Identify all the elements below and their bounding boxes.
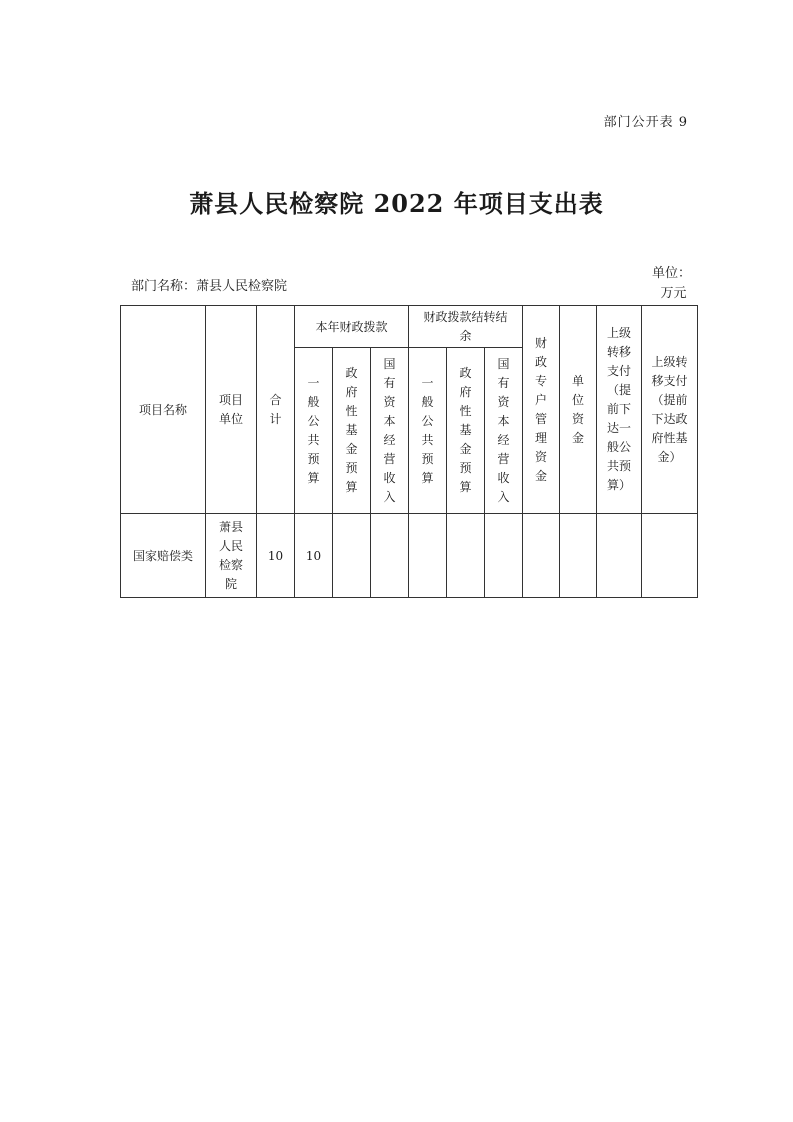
text-line: 转移 [607, 345, 632, 359]
text-line: 预 [459, 461, 472, 475]
header-carryover-state-capital-income [485, 348, 523, 514]
page-title: 萧县人民检察院 2022 年项目支出表 [189, 189, 604, 218]
text-line: 下达政 [651, 411, 688, 426]
cell-project-name: 国家赔偿类 [121, 514, 206, 598]
text-line: 金） [657, 449, 682, 464]
text-line: 算） [607, 478, 632, 492]
text-line: 预 [307, 451, 320, 466]
text-line: 金 [572, 430, 585, 445]
text-line: 户 [535, 392, 548, 407]
unit-label [652, 264, 691, 304]
text-line: 专 [535, 373, 548, 388]
header-carryover-gov-fund-budget [447, 348, 485, 514]
cell-transfer-gov-fund [642, 514, 698, 598]
text-line: 管 [535, 411, 548, 426]
text-line: 资 [497, 394, 510, 409]
text-line: 营 [383, 451, 396, 466]
header-unit-funds [560, 306, 597, 514]
text-line: 单 [572, 373, 585, 388]
header-carryover [409, 306, 523, 348]
header-current-year-allocation: 本年财政拨款 [295, 306, 409, 348]
header-transfer-gov-fund [642, 306, 698, 514]
text-line: 收 [497, 470, 510, 485]
cell-unit-funds [560, 514, 597, 598]
text-line: 萧县 [218, 519, 243, 534]
text-line: 移支付 [651, 373, 688, 388]
text-line: 国 [383, 356, 396, 371]
text-line: （提 [607, 383, 632, 397]
text-line: 政 [535, 354, 548, 369]
text-line: 余 [459, 328, 472, 343]
header-state-capital-income [371, 348, 409, 514]
text-line: 入 [383, 489, 396, 504]
text-line: 一 [421, 375, 434, 390]
text-line: 公 [307, 413, 320, 428]
cell-carryover-state-capital [485, 514, 523, 598]
text-line: 般公 [607, 440, 632, 454]
text-line: 公 [421, 413, 434, 428]
text-line: 位 [572, 392, 585, 407]
text-line: 资 [572, 411, 585, 426]
text-line: （提前 [651, 392, 688, 407]
text-line: 算 [307, 470, 320, 485]
text-line: 金 [459, 442, 472, 456]
text-line: 共预 [607, 459, 632, 473]
header-general-budget [295, 348, 333, 514]
header-special-account-funds [523, 306, 560, 514]
text-line: 经 [497, 432, 510, 447]
cell-project-unit [206, 514, 257, 598]
text-line: 检察 [218, 557, 243, 572]
text-line: 府性基 [651, 430, 688, 445]
text-line: 财政拨款结转结 [423, 309, 508, 324]
text-line: 般 [307, 394, 320, 409]
text-line: 前下 [607, 402, 632, 416]
text-line: 财 [535, 335, 548, 350]
header-total [257, 306, 295, 514]
text-line: 资 [383, 394, 396, 409]
project-expenditure-table [120, 305, 698, 598]
header-transfer-general [597, 306, 642, 514]
text-line: 一 [307, 375, 320, 390]
text-line: 入 [497, 489, 510, 504]
text-line: 收 [383, 470, 396, 485]
text-line: 金 [535, 468, 548, 483]
unit-label-line2: 万元 [660, 286, 687, 301]
cell-carryover-general [409, 514, 447, 598]
text-line: 性 [459, 404, 472, 418]
text-line: 理 [535, 430, 548, 445]
header-gov-fund-budget [333, 348, 371, 514]
text-line: 府 [459, 385, 472, 399]
text-line: 算 [345, 480, 358, 494]
unit-label-line1: 单位： [652, 266, 692, 281]
text-line: 合 [269, 392, 282, 407]
cell-transfer-general [597, 514, 642, 598]
cell-total: 10 [257, 514, 295, 598]
department-label: 部门名称：萧县人民检察院 [131, 279, 288, 294]
text-line: 性 [345, 404, 358, 418]
text-line: 经 [383, 432, 396, 447]
cell-special-account [523, 514, 560, 598]
text-line: 基 [459, 423, 472, 437]
text-line: 支付 [607, 364, 632, 378]
table-row [121, 514, 698, 598]
text-line: 般 [421, 394, 434, 409]
header-carryover-general-budget [409, 348, 447, 514]
text-line: 基 [345, 423, 358, 437]
cell-general-budget: 10 [295, 514, 333, 598]
text-line: 算 [421, 470, 434, 485]
text-line: 单位 [218, 411, 243, 426]
text-line: 预 [421, 451, 434, 466]
text-line: 共 [307, 432, 320, 447]
text-line: 项目 [218, 392, 243, 407]
text-line: 预 [345, 461, 358, 475]
text-line: 院 [224, 576, 237, 591]
text-line: 政 [459, 366, 472, 380]
text-line: 人民 [218, 538, 243, 553]
text-line: 本 [497, 413, 510, 428]
cell-state-capital [371, 514, 409, 598]
text-line: 资 [535, 449, 548, 464]
text-line: 有 [497, 375, 510, 390]
text-line: 府 [345, 385, 358, 399]
header-project-name: 项目名称 [121, 306, 206, 514]
text-line: 营 [497, 451, 510, 466]
text-line: 上级 [607, 326, 632, 340]
text-line: 达一 [607, 421, 632, 435]
header-row-1 [121, 306, 698, 348]
doc-number: 部门公开表 9 [603, 115, 688, 130]
text-line: 算 [459, 480, 472, 494]
text-line: 金 [345, 442, 358, 456]
cell-gov-fund [333, 514, 371, 598]
text-line: 共 [421, 432, 434, 447]
header-project-unit [206, 306, 257, 514]
text-line: 上级转 [651, 354, 688, 369]
text-line: 国 [497, 356, 510, 371]
text-line: 计 [269, 411, 282, 426]
text-line: 有 [383, 375, 396, 390]
text-line: 政 [345, 366, 358, 380]
text-line: 本 [383, 413, 396, 428]
cell-carryover-gov-fund [447, 514, 485, 598]
